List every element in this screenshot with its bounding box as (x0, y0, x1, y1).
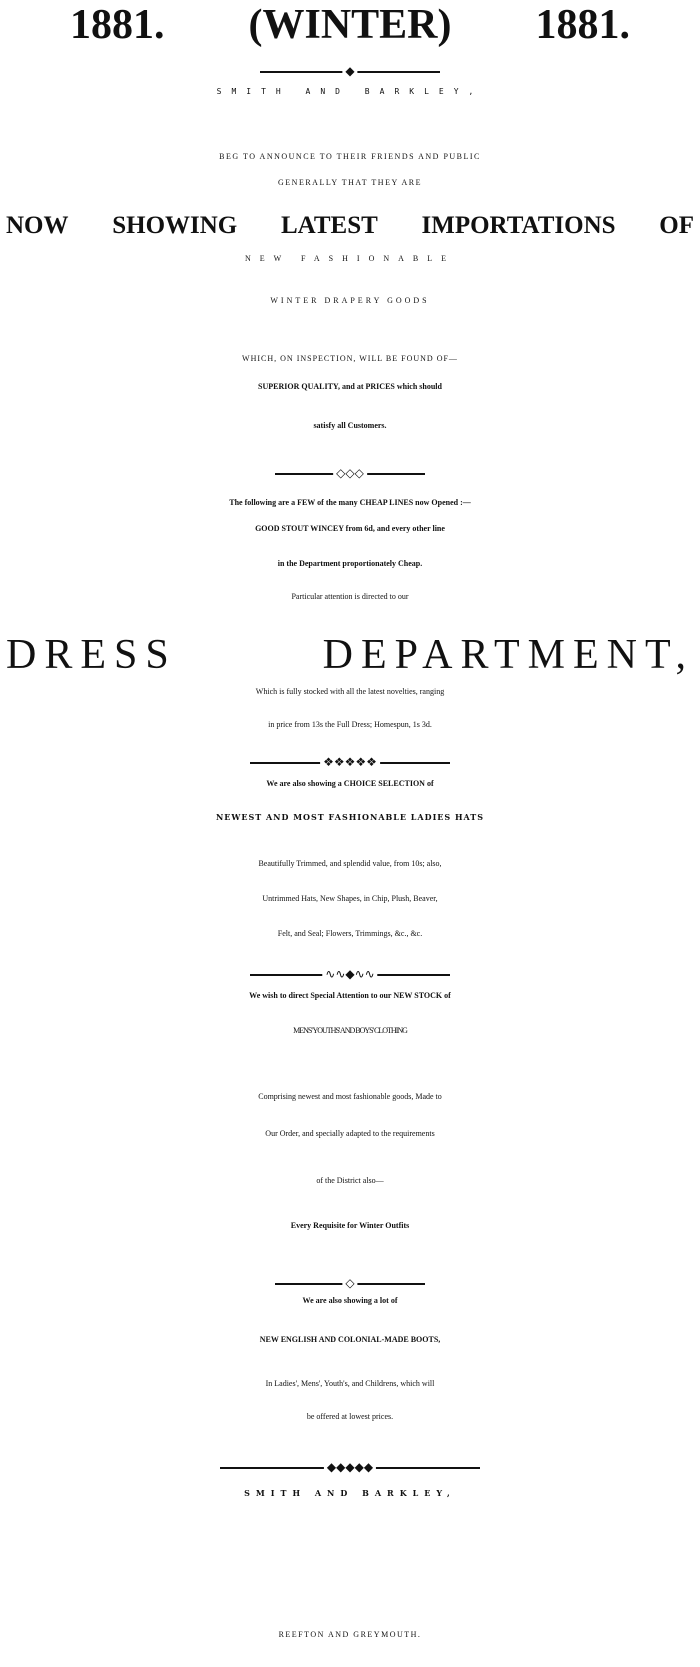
showing-word: SHOWING (112, 212, 238, 239)
rule-ornament-icon: ❖❖❖❖❖ (320, 756, 380, 768)
rule-ornament-icon: ∿∿◆∿∿ (322, 968, 377, 980)
department-line: in the Department proportionately Cheap. (277, 559, 423, 568)
now-showing-line (0, 213, 700, 238)
hats-line-3: Felt, and Seal; Flowers, Trimmings, &c., &c. (277, 929, 423, 938)
cheap-lines-intro: The following are a FEW of the many CHEAP LINES now Opened :— (229, 498, 471, 507)
hats-line-2: Untrimmed Hats, New Shapes, in Chip, Plush, Beaver, (262, 894, 438, 903)
inspection-line: WHICH, ON INSPECTION, WILL BE FOUND OF— (242, 354, 458, 363)
boots-line-1: In Ladies', Mens', Youth's, and Childrens, which will (265, 1379, 435, 1388)
superior-quality-line: SUPERIOR QUALITY, and at PRICES which should (258, 382, 442, 391)
clothing-line-2: Our Order, and specially adapted to the requirements (265, 1129, 435, 1138)
season-label: (WINTER) (248, 2, 452, 48)
intro-line-1: BEG TO ANNOUNCE TO THEIR FRIENDS AND PUBLIC (219, 152, 481, 161)
wincey-line: GOOD STOUT WINCEY from 6d, and every other line (255, 524, 445, 533)
clothing-line-3: of the District also— (316, 1176, 384, 1185)
boots-line-2: be offered at lowest prices. (306, 1412, 394, 1421)
winter-drapery-heading: WINTER DRAPERY GOODS (270, 296, 430, 305)
dress-heading-left: DRESS (6, 632, 177, 678)
clothing-intro: We wish to direct Special Attention to our NEW STOCK of (249, 991, 451, 1000)
ladies-hats-heading: NEWEST AND MOST FASHIONABLE LADIES HATS (215, 812, 485, 822)
hats-intro: We are also showing a CHOICE SELECTION of (266, 779, 434, 788)
footer-location: REEFTON AND GREYMOUTH. (278, 1630, 422, 1639)
showing-word: IMPORTATIONS (421, 212, 616, 239)
dress-heading-right: DEPARTMENT, (322, 632, 694, 678)
firm-name-heading: SMITH AND BARKLEY, (216, 87, 484, 96)
new-fashionable-heading: NEW FASHIONABLE (244, 254, 456, 263)
rule-ornament-icon: ◆◆◆◆◆ (324, 1461, 376, 1473)
footer-firm-name: SMITH AND BARKLEY, (244, 1488, 456, 1498)
clothing-line-1: Comprising newest and most fashionable goods, Made to (258, 1092, 442, 1101)
winter-outfits-heading: Every Requisite for Winter Outfits (290, 1221, 410, 1230)
dress-line-2: in price from 13s the Full Dress; Homespun, 1s 3d. (268, 720, 432, 729)
intro-line-2: GENERALLY THAT THEY ARE (278, 178, 422, 187)
boots-heading: NEW ENGLISH AND COLONIAL-MADE BOOTS, (259, 1335, 441, 1344)
rule-ornament-icon: ◇ (342, 1277, 357, 1289)
clothing-heading: MENS' YOUTHS' AND BOYS' CLOTHING (293, 1026, 407, 1035)
year-right: 1881. (535, 2, 630, 48)
rule-ornament-icon: ◇◇◇ (333, 467, 367, 479)
attention-line: Particular attention is directed to our (291, 592, 409, 601)
header-line (0, 4, 700, 46)
rule-ornament-icon: ◆ (342, 65, 357, 77)
showing-word: NOW (6, 212, 69, 239)
satisfy-line: satisfy all Customers. (313, 421, 387, 430)
year-left: 1881. (70, 2, 165, 48)
boots-intro: We are also showing a lot of (302, 1296, 398, 1305)
showing-word: OF (659, 212, 694, 239)
dress-department-heading (0, 634, 700, 676)
hats-line-1: Beautifully Trimmed, and splendid value, from 10s; also, (258, 859, 442, 868)
showing-word: LATEST (280, 212, 378, 239)
dress-line-1: Which is fully stocked with all the latest novelties, ranging (255, 687, 445, 696)
